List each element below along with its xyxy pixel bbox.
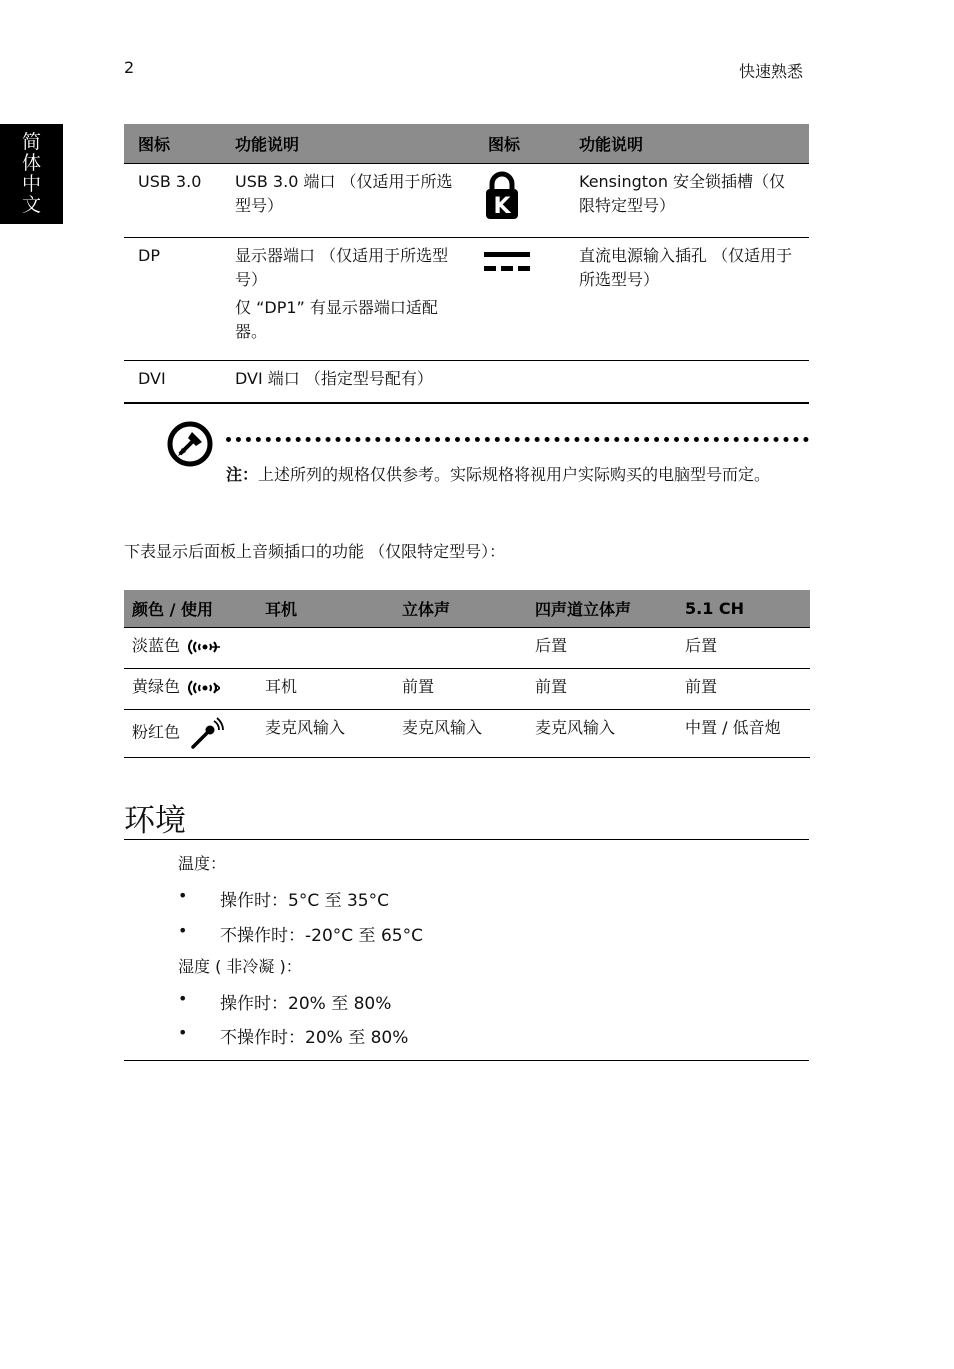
audio-jack-table — [124, 590, 810, 758]
port-name: DVI — [124, 361, 221, 404]
note-separator — [226, 437, 809, 442]
header-color-use: 颜色 / 使用 — [124, 590, 257, 628]
side-tab-char: 文 — [21, 194, 41, 216]
header-stereo: 立体声 — [394, 590, 527, 628]
table-row — [124, 669, 810, 710]
side-tab-char: 体 — [21, 152, 41, 174]
microphone-icon — [190, 716, 224, 750]
list-item: 不操作时：20% 至 80% — [220, 1028, 409, 1048]
port-description: Kensington 安全锁插槽（仅限特定型号） — [565, 164, 809, 238]
table-row — [124, 710, 810, 758]
note-icon — [166, 420, 214, 468]
table-cell: 耳机 — [257, 669, 394, 710]
list-item: 操作时：5°C 至 35°C — [220, 891, 389, 911]
dc-power-icon — [484, 252, 530, 274]
table-cell: 麦克风输入 — [257, 710, 394, 758]
port-description: 显示器端口 （仅适用于所选型号） — [235, 246, 449, 289]
note-text — [226, 463, 786, 487]
header-description: 功能说明 — [221, 124, 474, 164]
bullet: • — [178, 989, 188, 1008]
audio-intro: 下表显示后面板上音频插口的功能 （仅限特定型号）： — [124, 542, 506, 561]
jack-color: 粉红色 — [132, 722, 181, 742]
bullet: • — [178, 886, 188, 905]
table-row — [124, 164, 809, 238]
svg-text:K: K — [493, 194, 511, 219]
side-tab-char: 中 — [21, 173, 41, 195]
table-row — [124, 361, 809, 404]
port-description: 直流电源输入插孔 （仅适用于所选型号） — [565, 238, 809, 361]
jack-color: 黄绿色 — [132, 677, 181, 696]
section-divider — [124, 1060, 809, 1061]
humidity-label: 湿度 ( 非冷凝 )： — [178, 957, 302, 976]
port-name: USB 3.0 — [124, 164, 221, 238]
table-cell: 后置 — [527, 628, 677, 669]
section-divider — [124, 839, 809, 840]
table-cell: 前置 — [677, 669, 810, 710]
table-row — [124, 628, 810, 669]
table-cell: 麦克风输入 — [394, 710, 527, 758]
note-body: 上述所列的规格仅供参考。实际规格将视用户实际购买的电脑型号而定。 — [258, 465, 771, 484]
port-table — [124, 124, 809, 404]
port-name: DP — [124, 238, 221, 361]
note-label: 注： — [226, 465, 259, 484]
jack-color: 淡蓝色 — [132, 636, 181, 655]
page-number: 2 — [124, 58, 135, 77]
port-description: USB 3.0 端口 （仅适用于所选型号） — [221, 164, 474, 238]
header-51ch: 5.1 CH — [677, 590, 810, 628]
table-cell: 中置 / 低音炮 — [677, 710, 810, 758]
table-cell: 后置 — [677, 628, 810, 669]
side-tab-char: 简 — [21, 131, 41, 153]
header-description: 功能说明 — [565, 124, 809, 164]
header-icon: 图标 — [124, 124, 221, 164]
bullet: • — [178, 921, 188, 940]
header-headphone: 耳机 — [257, 590, 394, 628]
table-cell: 前置 — [394, 669, 527, 710]
section-heading: 环境 — [124, 803, 186, 839]
port-description: DVI 端口 （指定型号配有） — [221, 361, 809, 404]
header-icon: 图标 — [474, 124, 565, 164]
temperature-label: 温度： — [178, 854, 227, 873]
list-item: 操作时：20% 至 80% — [220, 994, 392, 1014]
table-cell: 麦克风输入 — [527, 710, 677, 758]
language-side-tab — [0, 124, 63, 224]
kensington-lock-icon — [484, 170, 520, 220]
header-title: 快速熟悉 — [739, 62, 804, 81]
list-item: 不操作时：-20°C 至 65°C — [220, 926, 423, 946]
table-cell: 前置 — [527, 669, 677, 710]
port-note: 仅 “DP1” 有显示器端口适配器。 — [235, 298, 438, 341]
table-row — [124, 238, 809, 361]
audio-table-header — [124, 590, 810, 628]
table-cell — [394, 628, 527, 669]
header-quad: 四声道立体声 — [527, 590, 677, 628]
audio-line-out-icon — [186, 678, 220, 698]
port-table-header — [124, 124, 809, 164]
table-cell — [257, 628, 394, 669]
audio-line-in-icon — [186, 637, 220, 657]
bullet: • — [178, 1023, 188, 1042]
